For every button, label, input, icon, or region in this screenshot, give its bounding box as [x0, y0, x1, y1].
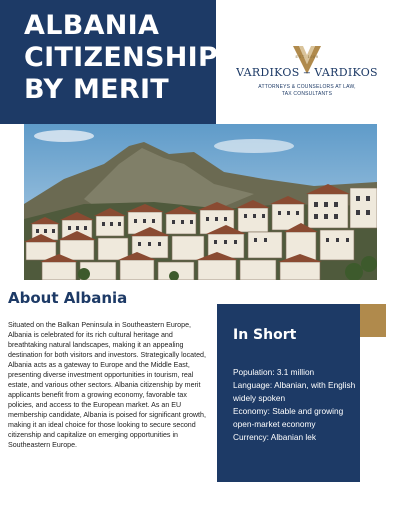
page-title: [24, 10, 219, 106]
berat-town-photo: [24, 124, 377, 280]
logo-wordmark: VARDIKOS ‒ VARDIKOS: [236, 66, 378, 79]
company-logo: [232, 44, 382, 104]
fact-population: Population: 3.1 million: [233, 367, 315, 377]
logo-subtitle-1: ATTORNEYS & COUNSELORS AT LAW,: [258, 84, 356, 90]
title-band: [0, 0, 219, 124]
title-line-1: ALBANIA: [24, 10, 160, 41]
fact-language: Language: Albanian, with English widely spoken: [233, 380, 356, 403]
logo-subtitle-2: TAX CONSULTANTS: [281, 91, 333, 97]
in-short-list: [233, 366, 357, 444]
in-short-panel: [217, 304, 360, 482]
gold-accent-square: [360, 304, 386, 337]
logo-est-label: EST. 1989: [295, 54, 319, 59]
fact-economy: Economy: Stable and growing open-market economy: [233, 406, 344, 429]
title-line-3: BY MERIT: [24, 74, 170, 105]
in-short-heading: In Short: [233, 327, 297, 343]
title-line-2: CITIZENSHIP: [24, 42, 219, 73]
about-albania-text: Situated on the Balkan Peninsula in Southeastern Europe, Albania is celebrated for its rich cultural heritage and breathtaking natural landscapes, making it an appealing destination for both visitors and investors. Strategically located, Albania acts as a gateway to Europe and the Middle East, presenting diverse investment opportunities in tourism, real estate, and various other sectors. Albania citizenship by merit applicants benefit from a growing economy, favorable tax policies, and access to the European market. As an EU membership candidate, Albania is poised for significant growth, making it an ideal choice for those looking to secure second citizenship and capitalize on emerging opportunities in Southeastern Europe.: [8, 321, 206, 449]
hillside-town-illustration: [24, 124, 377, 280]
fact-currency: Currency: Albanian lek: [233, 432, 317, 442]
about-albania-heading: About Albania: [8, 289, 128, 307]
